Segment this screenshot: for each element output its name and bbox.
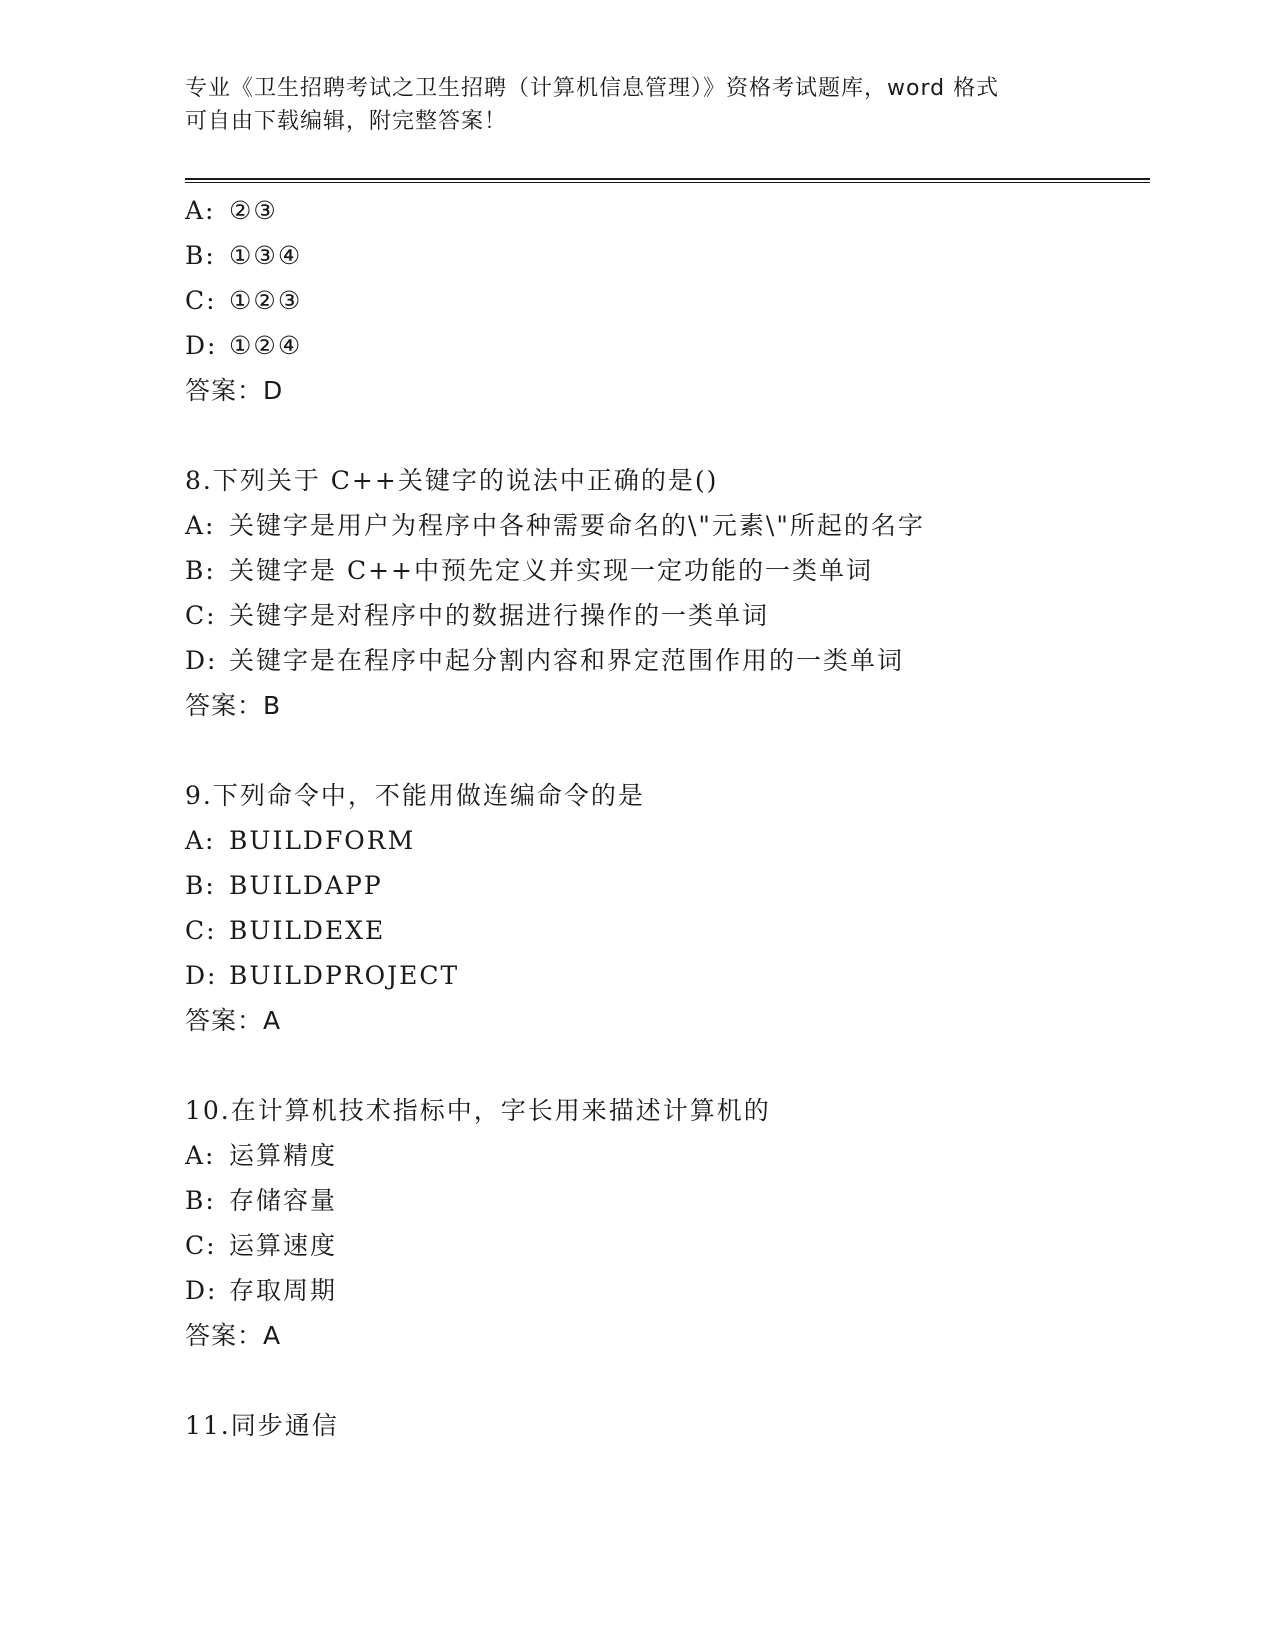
option-c: C: BUILDEXE xyxy=(185,916,386,945)
option-b: B: BUILDAPP xyxy=(185,871,383,900)
question-text: 8.下列关于 C++关键字的说法中正确的是() xyxy=(185,466,719,495)
answer: 答案：A xyxy=(185,1321,282,1350)
question-9 xyxy=(185,773,1150,1043)
option-b: B: 存储容量 xyxy=(185,1186,338,1215)
question-text: 10.在计算机技术指标中，字长用来描述计算机的 xyxy=(185,1096,771,1125)
answer: 答案：A xyxy=(185,1006,282,1035)
option-a: A: 关键字是用户为程序中各种需要命名的\"元素\"所起的名字 xyxy=(185,511,925,540)
question-text: 9.下列命令中，不能用做连编命令的是 xyxy=(185,781,645,810)
document-header xyxy=(185,72,1085,138)
option-a: A: 运算精度 xyxy=(185,1141,338,1170)
option-d: D: ①②④ xyxy=(185,331,303,360)
option-d: D: 关键字是在程序中起分割内容和界定范围作用的一类单词 xyxy=(185,646,905,675)
question-text: 11.同步通信 xyxy=(185,1411,339,1440)
spacer xyxy=(185,413,1150,458)
question-8 xyxy=(185,458,1150,728)
option-d: D: 存取周期 xyxy=(185,1276,338,1305)
question-11 xyxy=(185,1403,1150,1448)
header-rule-thin xyxy=(185,182,1150,183)
answer: 答案：D xyxy=(185,376,284,405)
option-b: B: ①③④ xyxy=(185,241,303,270)
option-c: C: ①②③ xyxy=(185,286,303,315)
option-d: D: BUILDPROJECT xyxy=(185,961,460,990)
header-line-1: 专业《卫生招聘考试之卫生招聘（计算机信息管理）》资格考试题库，word 格式 xyxy=(185,76,1000,101)
question-7-partial xyxy=(185,188,1150,413)
option-c: C: 运算速度 xyxy=(185,1231,338,1260)
spacer xyxy=(185,1043,1150,1088)
option-c: C: 关键字是对程序中的数据进行操作的一类单词 xyxy=(185,601,770,630)
question-list xyxy=(185,188,1150,1448)
question-10 xyxy=(185,1088,1150,1358)
header-line-2: 可自由下载编辑，附完整答案！ xyxy=(185,109,508,134)
option-b: B: 关键字是 C++中预先定义并实现一定功能的一类单词 xyxy=(185,556,873,585)
answer: 答案：B xyxy=(185,691,282,720)
option-a: A: ②③ xyxy=(185,196,278,225)
header-rule-thick xyxy=(185,178,1150,180)
spacer xyxy=(185,1358,1150,1403)
spacer xyxy=(185,728,1150,773)
option-a: A: BUILDFORM xyxy=(185,826,416,855)
